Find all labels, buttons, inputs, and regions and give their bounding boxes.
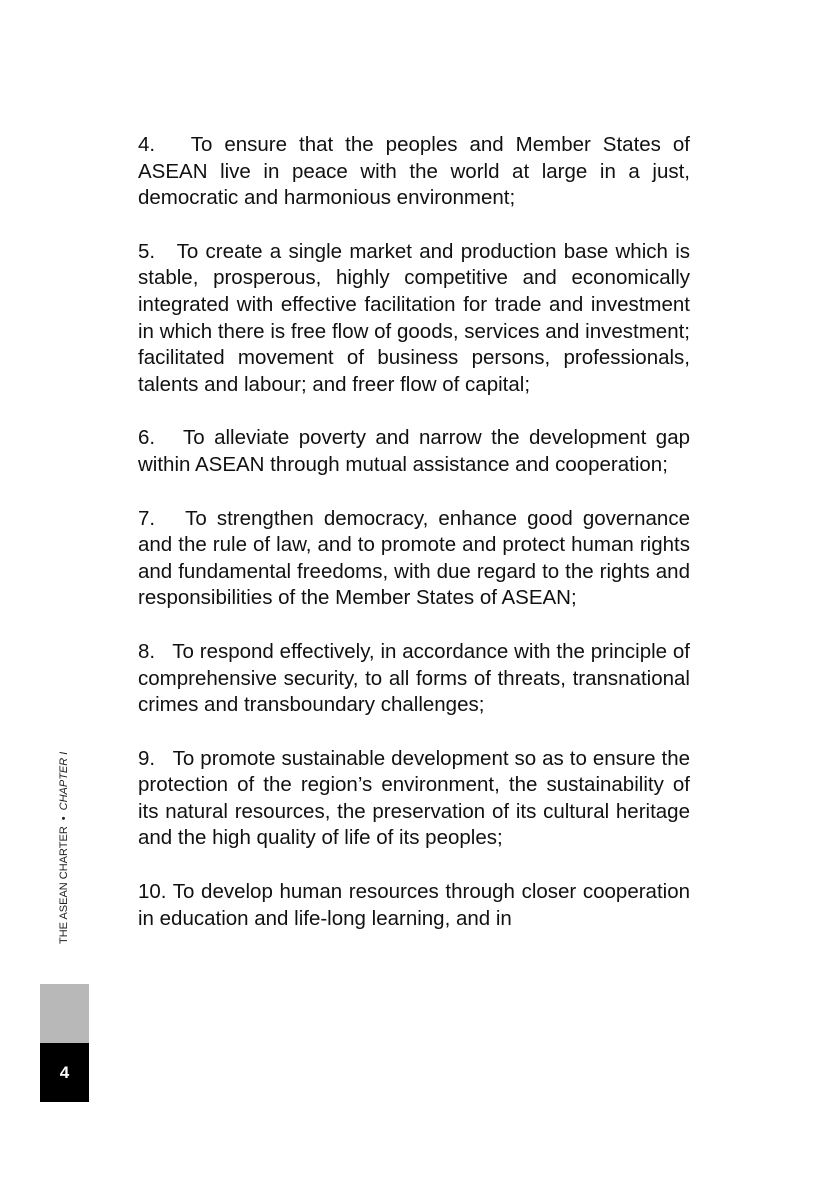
page-tab-grey [40,984,89,1043]
paragraph-6 [138,425,690,478]
paragraph-number: 5. [138,239,156,263]
page-number-tab [40,1043,89,1102]
paragraph-4 [138,132,690,212]
chapter-label: CHAPTER I [58,751,70,811]
paragraph-text: To create a single market and production base which is stable, prosperous, highly competitive and economically integrated with effective facilitation for trade and investment in which there is free flow of goods, services and investment; facilitated movement of business persons, professionals, talents and labour; and freer flow of capital; [138,239,690,396]
book-title: THE ASEAN CHARTER [58,826,70,944]
paragraph-number: 10. [138,880,167,904]
paragraph-number: 6. [138,426,156,450]
paragraph-text: To alleviate poverty and narrow the development gap within ASEAN through mutual assistance and cooperation; [138,426,690,476]
header-separator: • [58,816,70,821]
paragraph-text: To strengthen democracy, enhance good governance and the rule of law, and to promote and protect human rights and fundamental freedoms, with due regard to the rights and responsibilities of the Member States of ASEAN; [138,506,690,610]
paragraph-text: To promote sustainable development so as to ensure the protection of the region’s environment, the sustainability of its natural resources, the preservation of its cultural heritage and the high quality of life of its peoples; [138,746,691,850]
body-text [138,132,690,959]
running-header [58,752,70,944]
paragraph-8 [138,639,690,719]
paragraph-9 [138,746,690,852]
paragraph-text: To ensure that the peoples and Member States of ASEAN live in peace with the world at large in a just, democratic and harmonious environment; [138,133,691,210]
paragraph-number: 9. [138,746,156,770]
page-number: 4 [59,1062,70,1082]
paragraph-5 [138,239,690,399]
paragraph-number: 7. [138,506,156,530]
paragraph-number: 4. [138,133,156,156]
paragraph-number: 8. [138,639,156,663]
paragraph-10 [138,879,690,932]
paragraph-text: To develop human resources through closer cooperation in education and life-long learning, and in [138,880,691,930]
paragraph-7 [138,506,690,612]
paragraph-text: To respond effectively, in accordance with the principle of comprehensive security, to all forms of threats, transnational crimes and transboundary challenges; [138,639,690,717]
